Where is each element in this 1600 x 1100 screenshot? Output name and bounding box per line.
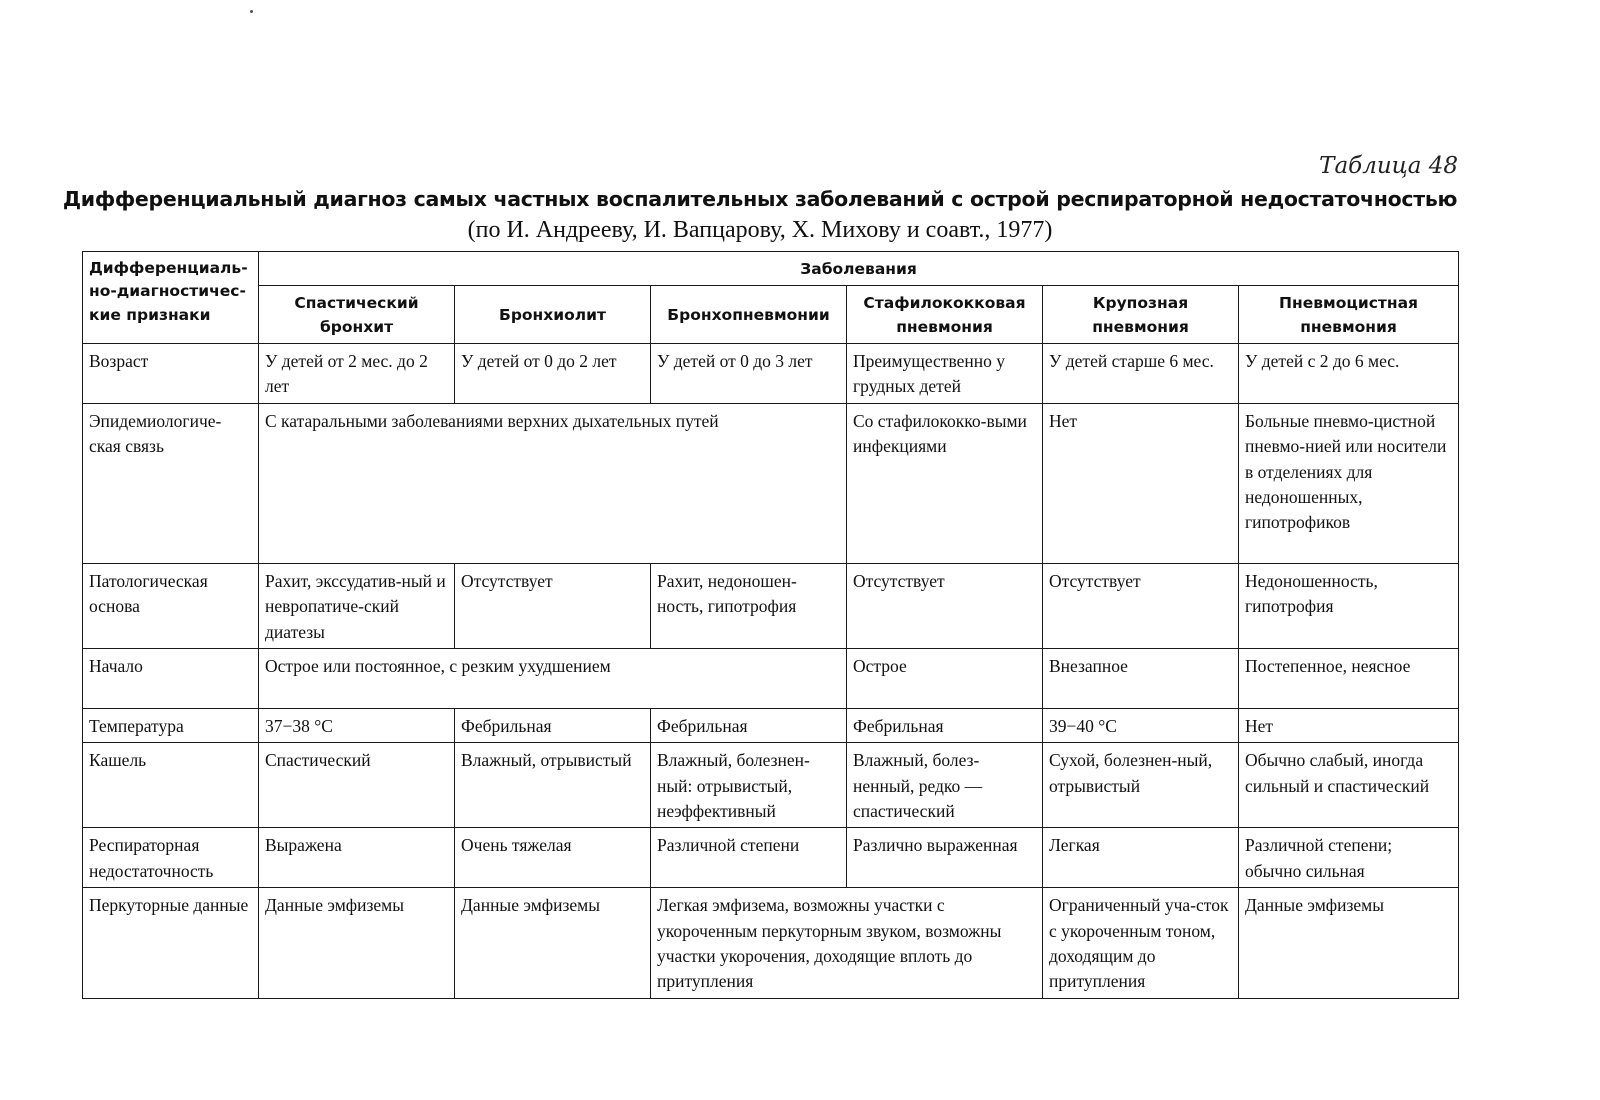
table-cell: Очень тяжелая [455, 828, 651, 888]
table-cell: Спастический [259, 743, 455, 828]
table-cell: Сухой, болезнен-ный, отрывистый [1043, 743, 1239, 828]
table-row [83, 828, 1459, 888]
header-row-diseases [83, 286, 1459, 344]
table-row [83, 403, 1459, 563]
table-cell: Отсутствует [847, 563, 1043, 648]
table-cell: Фебрильная [651, 708, 847, 742]
table-cell: Отсутствует [455, 563, 651, 648]
table-subtitle: (по И. Андрееву, И. Вапцарову, Х. Михову и соавт., 1977) [467, 217, 1053, 243]
table-cell: Ограниченный уча-сток с укороченным тоном, доходящим до притупления [1043, 888, 1239, 999]
table-cell: Со стафилококко-выми инфекциями [847, 403, 1043, 563]
disease-header: Стафилококковая пневмония [847, 286, 1043, 344]
table-cell: Нет [1043, 403, 1239, 563]
table-cell: Острое или постоянное, с резким ухудшением [259, 648, 847, 708]
table-cell: Влажный, болезнен-ный: отрывистый, неэффективный [651, 743, 847, 828]
table-cell: Легкая [1043, 828, 1239, 888]
row-label: Респираторная недостаточность [83, 828, 259, 888]
table-cell: С катаральными заболеваниями верхних дыхательных путей [259, 403, 847, 563]
row-label: Начало [83, 648, 259, 708]
table-cell: Внезапное [1043, 648, 1239, 708]
table-cell: У детей от 0 до 3 лет [651, 344, 847, 404]
disease-header: Спастический бронхит [259, 286, 455, 344]
table-cell: Рахит, недоношен-ность, гипотрофия [651, 563, 847, 648]
corner-header: Дифференциаль-но-диагностичес-кие признаки [83, 252, 259, 344]
table-cell: 39−40 °С [1043, 708, 1239, 742]
table-cell: У детей с 2 до 6 мес. [1239, 344, 1459, 404]
table-cell: У детей старше 6 мес. [1043, 344, 1239, 404]
row-label: Кашель [83, 743, 259, 828]
row-label: Перкуторные данные [83, 888, 259, 999]
table-cell: Рахит, экссудатив-ный и невропатиче-ский диатезы [259, 563, 455, 648]
table-cell: У детей от 2 мес. до 2 лет [259, 344, 455, 404]
disease-header: Крупозная пневмония [1043, 286, 1239, 344]
table-row [83, 648, 1459, 708]
table-cell: Различно выраженная [847, 828, 1043, 888]
row-label: Температура [83, 708, 259, 742]
table-cell: Фебрильная [847, 708, 1043, 742]
table-cell: Различной степени [651, 828, 847, 888]
table-row [83, 344, 1459, 404]
scan-speck [250, 10, 253, 13]
table-cell: Постепенное, неясное [1239, 648, 1459, 708]
table-cell: Острое [847, 648, 1043, 708]
table-cell: Влажный, болез-ненный, редко — спастический [847, 743, 1043, 828]
table-title: Дифференциальный диагноз самых частных воспалительных заболеваний с острой респираторной недостаточностью [62, 187, 1458, 211]
table-cell: Влажный, отрывистый [455, 743, 651, 828]
table-cell: Нет [1239, 708, 1459, 742]
row-label: Патологическая основа [83, 563, 259, 648]
disease-header: Пневмоцистная пневмония [1239, 286, 1459, 344]
differential-diagnosis-table [82, 251, 1459, 999]
table-cell: Данные эмфиземы [259, 888, 455, 999]
table-cell: Отсутствует [1043, 563, 1239, 648]
table-row [83, 743, 1459, 828]
group-header: Заболевания [259, 252, 1459, 286]
table-cell: Данные эмфиземы [1239, 888, 1459, 999]
table-cell: Выражена [259, 828, 455, 888]
table-cell: Легкая эмфизема, возможны участки с укороченным перкуторным звуком, возможны участки укорочения, доходящие вплоть до притупления [651, 888, 1043, 999]
disease-header: Бронхопневмонии [651, 286, 847, 344]
table-number: Таблица 48 [1319, 153, 1458, 179]
disease-header: Бронхиолит [455, 286, 651, 344]
table-cell: У детей от 0 до 2 лет [455, 344, 651, 404]
table-cell: Преимущественно у грудных детей [847, 344, 1043, 404]
table-cell: Больные пневмо-цистной пневмо-нией или носители в отделениях для недоношенных, гипотрофиков [1239, 403, 1459, 563]
table-row [83, 708, 1459, 742]
row-label: Возраст [83, 344, 259, 404]
table-cell: 37−38 °С [259, 708, 455, 742]
table-cell: Обычно слабый, иногда сильный и спастический [1239, 743, 1459, 828]
table-cell: Недоношенность, гипотрофия [1239, 563, 1459, 648]
table-cell: Фебрильная [455, 708, 651, 742]
table-cell: Данные эмфиземы [455, 888, 651, 999]
header-row-group [83, 252, 1459, 286]
row-label: Эпидемиологиче-ская связь [83, 403, 259, 563]
table-row [83, 888, 1459, 999]
table-row [83, 563, 1459, 648]
table-cell: Различной степени; обычно сильная [1239, 828, 1459, 888]
